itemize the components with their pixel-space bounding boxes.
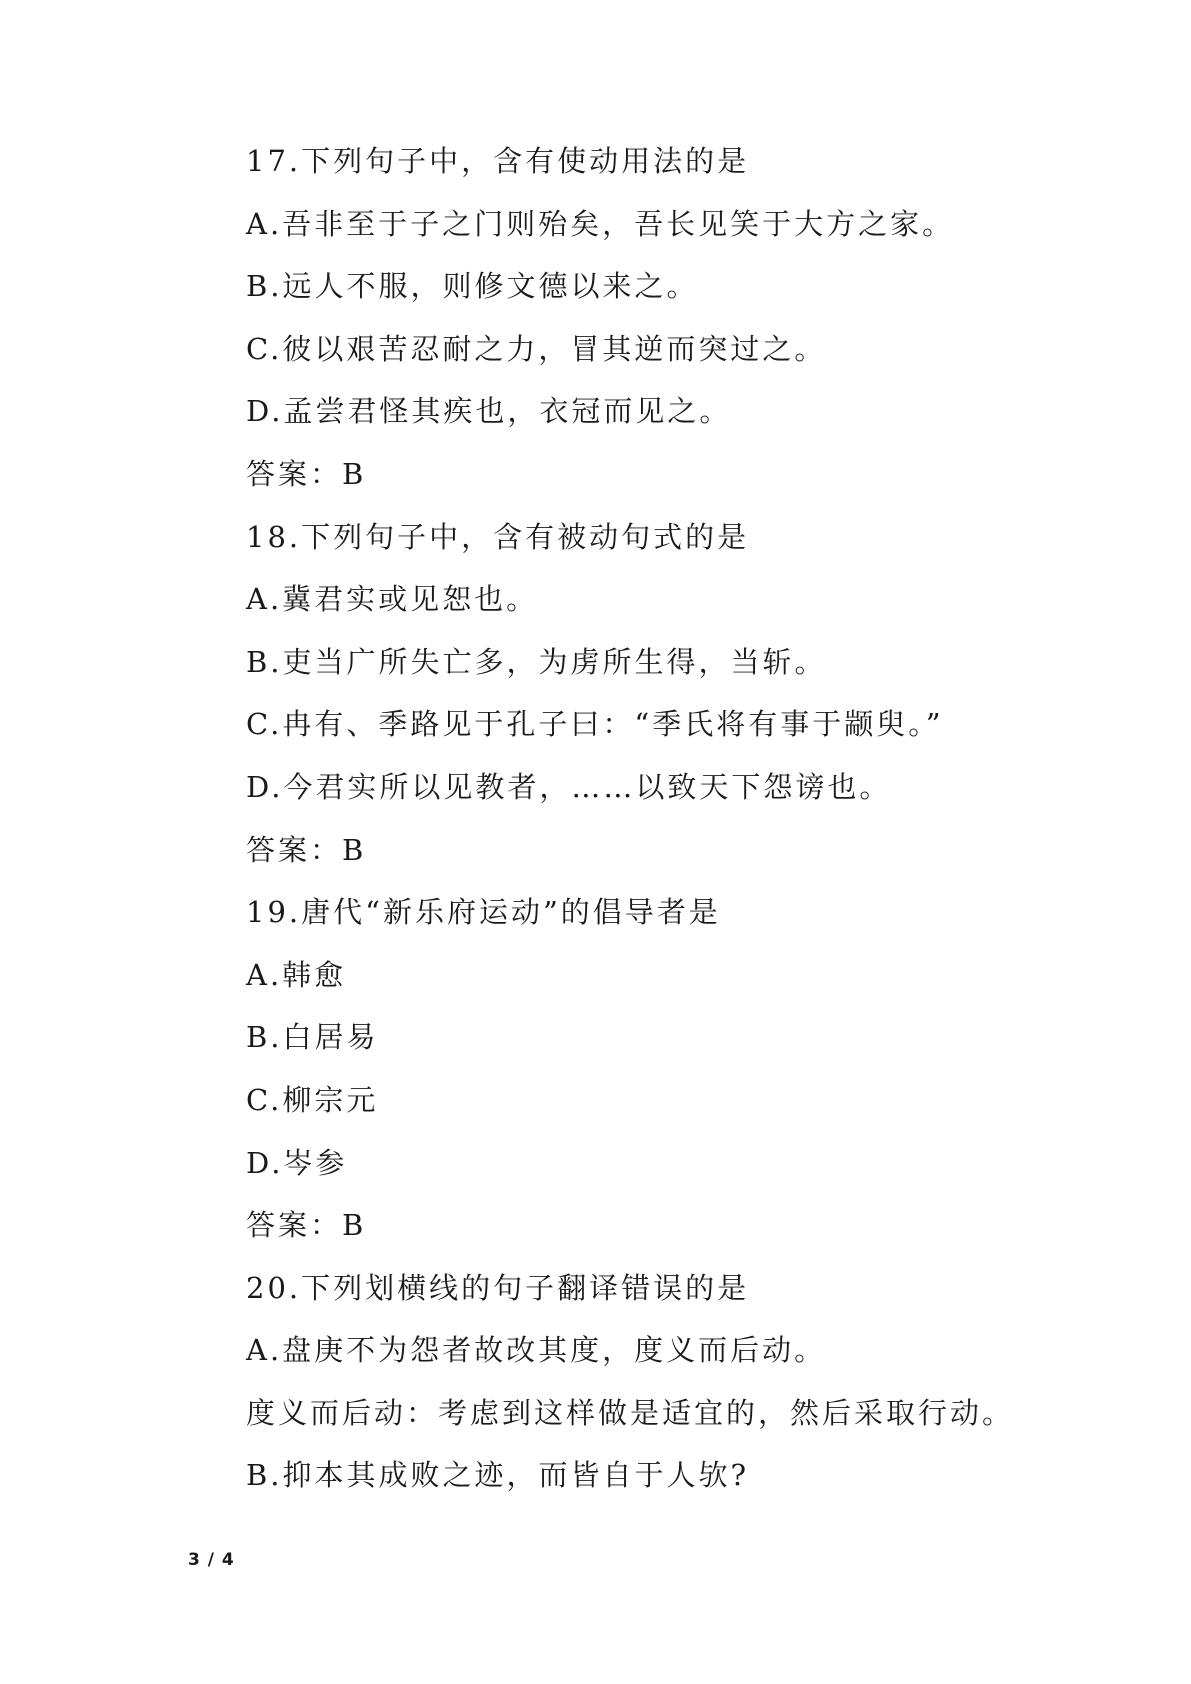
- question-20-option-a: A.盘庚不为怨者故改其度，度义而后动。: [246, 1333, 827, 1368]
- question-19-option-c: C.柳宗元: [246, 1082, 379, 1117]
- question-18-option-d: D.今君实所以见教者，……以致天下怨谤也。: [246, 769, 892, 804]
- question-17-answer: 答案：B: [246, 456, 367, 491]
- question-17-option-c: C.彼以艰苦忍耐之力，冒其逆而突过之。: [246, 331, 827, 366]
- question-17-option-d: D.孟尝君怪其疾也，衣冠而见之。: [246, 394, 732, 429]
- question-18-answer: 答案：B: [246, 832, 367, 867]
- question-18-option-a: A.冀君实或见恕也。: [246, 582, 539, 617]
- document-body: [246, 130, 1126, 1507]
- question-18-stem: 18.下列句子中，含有被动句式的是: [246, 519, 750, 554]
- question-17-option-a: A.吾非至于子之门则殆矣，吾长见笑于大方之家。: [246, 206, 955, 241]
- question-20-stem: 20.下列划横线的句子翻译错误的是: [246, 1270, 750, 1305]
- question-19-option-a: A.韩愈: [246, 957, 347, 992]
- question-20-option-a-translation: 度义而后动：考虑到这样做是适宜的，然后采取行动。: [246, 1395, 1015, 1430]
- question-19-option-d: D.岑参: [246, 1145, 348, 1180]
- question-20-option-b: B.抑本其成败之迹，而皆自于人欤?: [246, 1458, 750, 1493]
- page-number: 3 / 4: [188, 1550, 235, 1570]
- question-18-option-b: B.吏当广所失亡多，为虏所生得，当斩。: [246, 644, 827, 679]
- question-17-option-b: B.远人不服，则修文德以来之。: [246, 269, 699, 304]
- question-18-option-c: C.冉有、季路见于孔子曰：“季氏将有事于颛臾。”: [246, 707, 944, 742]
- question-19-answer: 答案：B: [246, 1208, 367, 1243]
- question-17-stem: 17.下列句子中，含有使动用法的是: [246, 144, 750, 178]
- question-19-option-b: B.白居易: [246, 1020, 379, 1055]
- question-19-stem: 19.唐代“新乐府运动”的倡导者是: [246, 895, 721, 930]
